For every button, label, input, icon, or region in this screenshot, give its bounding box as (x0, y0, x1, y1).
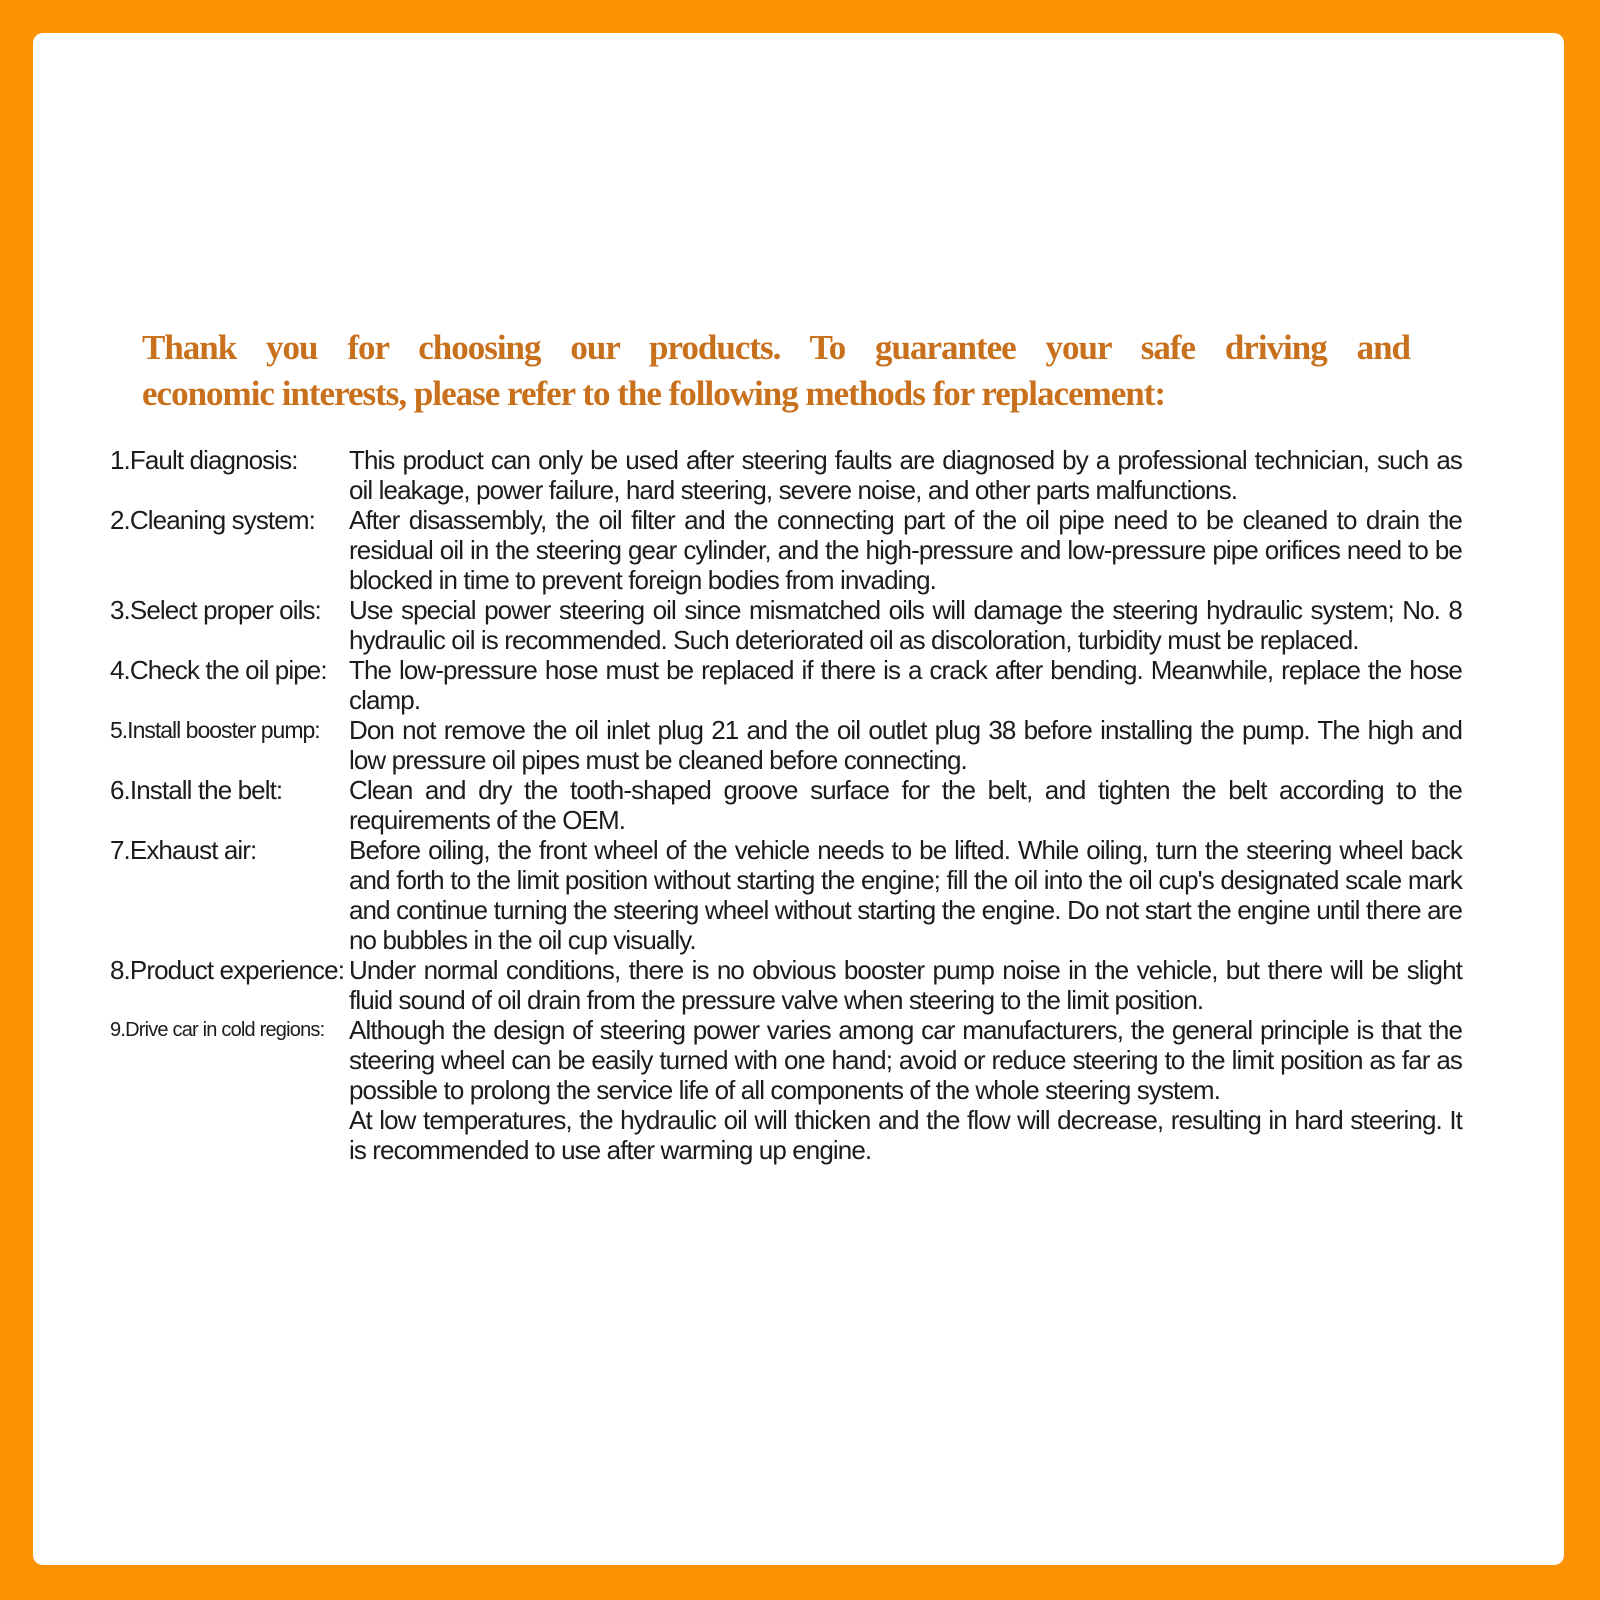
page-title-line-1: Thank you for choosing our products. To guarantee your safe driving and (142, 328, 1410, 367)
instruction-item-label: 4.Check the oil pipe: (110, 655, 327, 685)
instruction-item-label: 7.Exhaust air: (110, 835, 257, 865)
instruction-item-label: 6.Install the belt: (110, 775, 283, 805)
instruction-item-text (349, 505, 1462, 595)
instruction-item (110, 595, 1462, 655)
instruction-item-label: 3.Select proper oils: (110, 595, 321, 625)
instruction-item-text (349, 715, 1462, 775)
instruction-item (110, 835, 1462, 955)
instruction-item (110, 445, 1462, 505)
instruction-paragraph: The low-pressure hose must be replaced if there is a crack after bending. Meanwhile, replace the hose clamp. (349, 655, 1462, 715)
instruction-item-label: 2.Cleaning system: (110, 505, 315, 535)
instruction-item-text (349, 655, 1462, 715)
instruction-paragraph: Use special power steering oil since mismatched oils will damage the steering hydraulic system; No. 8 hydraulic oil is recommended. Such deteriorated oil as discoloration, turbidity must be replaced. (349, 595, 1462, 655)
instruction-item-text (349, 1015, 1462, 1165)
instruction-item-label: 5.Install booster pump: (110, 717, 320, 743)
page-title-line-2: economic interests, please refer to the following methods for replacement: (142, 374, 1166, 413)
instruction-paragraph: After disassembly, the oil filter and the connecting part of the oil pipe need to be cleaned to drain the residual oil in the steering gear cylinder, and the high-pressure and low-pressure pipe orifices need to be blocked in time to prevent foreign bodies from invading. (349, 505, 1462, 595)
instruction-item (110, 775, 1462, 835)
instruction-item (110, 655, 1462, 715)
instruction-paragraph: Under normal conditions, there is no obvious booster pump noise in the vehicle, but there will be slight fluid sound of oil drain from the pressure valve when steering to the limit position. (349, 955, 1462, 1015)
instruction-paragraph: This product can only be used after steering faults are diagnosed by a professional technician, such as oil leakage, power failure, hard steering, severe noise, and other parts malfunctions. (349, 445, 1462, 505)
instruction-paragraph: Clean and dry the tooth-shaped groove surface for the belt, and tighten the belt according to the requirements of the OEM. (349, 775, 1462, 835)
instruction-item-label: 1.Fault diagnosis: (110, 445, 298, 475)
instruction-item (110, 505, 1462, 595)
instruction-paragraph: Before oiling, the front wheel of the vehicle needs to be lifted. While oiling, turn the steering wheel back and forth to the limit position without starting the engine; fill the oil into the oil cup's designated scale mark and continue turning the steering wheel without starting the engine. Do not start the engine until there are no bubbles in the oil cup visually. (349, 835, 1462, 955)
instruction-item-text (349, 955, 1462, 1015)
instruction-item-text (349, 835, 1462, 955)
instruction-item (110, 1015, 1462, 1165)
instruction-paragraph: Don not remove the oil inlet plug 21 and the oil outlet plug 38 before installing the pump. The high and low pressure oil pipes must be cleaned before connecting. (349, 715, 1462, 775)
instruction-list (110, 445, 1462, 1165)
instruction-item-text (349, 445, 1462, 505)
instruction-item-text (349, 775, 1462, 835)
instruction-sheet (33, 33, 1564, 1565)
instruction-item-label: 9.Drive car in cold regions: (110, 1019, 325, 1041)
instruction-paragraph: At low temperatures, the hydraulic oil will thicken and the flow will decrease, resulting in hard steering. It is recommended to use after warming up engine. (349, 1105, 1462, 1165)
instruction-item (110, 715, 1462, 775)
instruction-item-label: 8.Product experience: (110, 955, 345, 985)
instruction-paragraph: Although the design of steering power varies among car manufacturers, the general principle is that the steering wheel can be easily turned with one hand; avoid or reduce steering to the limit position as far as possible to prolong the service life of all components of the whole steering system. (349, 1015, 1462, 1105)
instruction-item (110, 955, 1462, 1015)
instruction-item-text (349, 595, 1462, 655)
page-title (142, 325, 1410, 417)
